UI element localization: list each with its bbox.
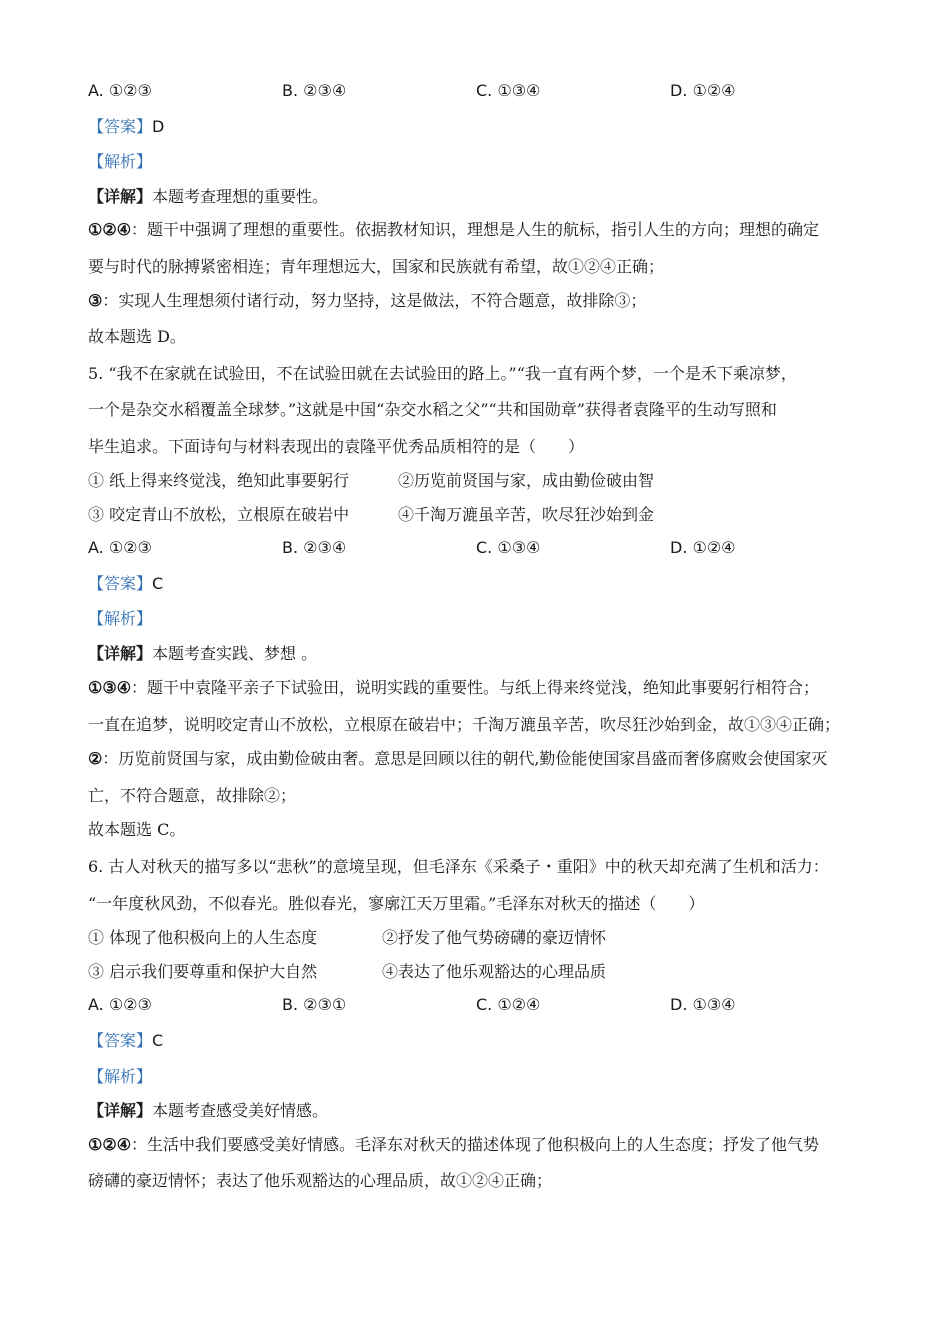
detail-text: 本题考查感受美好情感。 [152, 1101, 329, 1120]
q5-item-3: ③ 咬定青山不放松，立根原在破岩中 [88, 505, 350, 524]
q5-option-d: D. ①②④ [670, 538, 736, 557]
q5-conclusion: 故本题选 C。 [88, 820, 186, 839]
q6-option-b: B. ②③① [282, 995, 347, 1014]
paragraph-text: ：历览前贤国与家，成由勤俭破由奢。意思是回顾以往的朝代,勤俭能使国家昌盛而奢侈腐败会使国家灭 [102, 749, 828, 768]
q5-paragraph-2b: 亡，不符合题意，故排除②； [88, 786, 297, 805]
q6-item-4: ④表达了他乐观豁达的心理品质 [382, 962, 607, 981]
detail-tag: 【详解】 [88, 187, 153, 206]
q6-item-3: ③ 启示我们要尊重和保护大自然 [88, 962, 318, 981]
mark: ①③④ [88, 678, 132, 697]
detail-tag: 【详解】 [88, 644, 153, 663]
q5-option-a: A. ①②③ [88, 538, 152, 557]
q5-paragraph-1b: 一直在追梦，说明咬定青山不放松，立根原在破岩中；千淘万漉虽辛苦，吹尽狂沙始到金，故①③④正确； [88, 715, 841, 734]
q5-detail [88, 644, 317, 664]
q4-analysis-tag: 【解析】 [88, 152, 153, 171]
q5-item-4: ④千淘万漉虽辛苦，吹尽狂沙始到金 [398, 505, 655, 524]
q5-item-2: ②历览前贤国与家，成由勤俭破由智 [398, 471, 655, 490]
answer-tag: 【答案】 [88, 1031, 153, 1050]
q5-paragraph-2a [88, 749, 827, 769]
q4-detail [88, 187, 328, 207]
detail-tag: 【详解】 [88, 1101, 153, 1120]
q6-stem-2: “一年度秋风劲，不似春光。胜似春光，寥廓江天万里霜。”毛泽东对秋天的描述（ ） [88, 894, 705, 913]
answer-tag: 【答案】 [88, 574, 153, 593]
answer-value: C [152, 1031, 164, 1050]
q5-stem-1: 5. “我不在家就在试验田，不在试验田就在去试验田的路上。”“我一直有两个梦，一个是禾下乘凉梦， [88, 364, 797, 383]
q6-answer [88, 1031, 163, 1051]
q5-answer [88, 574, 163, 594]
mark: ①②④ [88, 1135, 132, 1154]
q4-option-b: B. ②③④ [282, 81, 347, 100]
q6-option-a: A. ①②③ [88, 995, 152, 1014]
q5-item-1: ① 纸上得来终觉浅，绝知此事要躬行 [88, 471, 350, 490]
q6-detail [88, 1101, 328, 1121]
q6-analysis-tag: 【解析】 [88, 1067, 153, 1086]
q6-paragraph-1b: 磅礴的豪迈情怀；表达了他乐观豁达的心理品质，故①②④正确； [88, 1171, 553, 1190]
q5-option-c: C. ①③④ [476, 538, 541, 557]
q4-paragraph-2 [88, 291, 646, 311]
q5-stem-2: 一个是杂交水稻覆盖全球梦。”这就是中国“杂交水稻之父”“共和国勋章”获得者袁隆平的生动写照和 [88, 400, 777, 419]
q6-option-c: C. ①②④ [476, 995, 541, 1014]
paragraph-text: ：题干中强调了理想的重要性。依据教材知识，理想是人生的航标，指引人生的方向；理想的确定 [131, 220, 820, 239]
answer-value: D [152, 117, 165, 136]
q5-option-b: B. ②③④ [282, 538, 347, 557]
paragraph-text: ：实现人生理想须付诸行动，努力坚持，这是做法，不符合题意，故排除③； [102, 291, 647, 310]
q6-paragraph-1a [88, 1135, 819, 1155]
q6-item-1: ① 体现了他积极向上的人生态度 [88, 928, 318, 947]
answer-tag: 【答案】 [88, 117, 153, 136]
q4-option-c: C. ①③④ [476, 81, 541, 100]
q4-answer [88, 117, 164, 137]
q6-stem-1: 6. 古人对秋天的描写多以“悲秋”的意境呈现，但毛泽东《采桑子・重阳》中的秋天却充满了生机和活力： [88, 857, 829, 876]
detail-text: 本题考查实践、梦想 。 [152, 644, 318, 663]
q4-option-d: D. ①②④ [670, 81, 736, 100]
paragraph-text: ：题干中袁隆平亲子下试验田，说明实践的重要性。与纸上得来终觉浅，绝知此事要躬行相符合； [131, 678, 820, 697]
paragraph-text: ：生活中我们要感受美好情感。毛泽东对秋天的描述体现了他积极向上的人生态度；抒发了他气势 [131, 1135, 820, 1154]
q5-paragraph-1a [88, 678, 819, 698]
detail-text: 本题考查理想的重要性。 [152, 187, 329, 206]
answer-value: C [152, 574, 164, 593]
q5-analysis-tag: 【解析】 [88, 609, 153, 628]
mark: ③ [88, 291, 103, 310]
mark: ①②④ [88, 220, 132, 239]
q6-option-d: D. ①③④ [670, 995, 736, 1014]
q4-conclusion: 故本题选 D。 [88, 327, 186, 346]
q4-paragraph-1a [88, 220, 819, 240]
q4-paragraph-1b: 要与时代的脉搏紧密相连；青年理想远大，国家和民族就有希望，故①②④正确； [88, 257, 665, 276]
q5-stem-3: 毕生追求。下面诗句与材料表现出的袁隆平优秀品质相符的是（ ） [88, 437, 585, 456]
q4-option-a: A. ①②③ [88, 81, 152, 100]
mark: ② [88, 749, 103, 768]
q6-item-2: ②抒发了他气势磅礴的豪迈情怀 [382, 928, 607, 947]
